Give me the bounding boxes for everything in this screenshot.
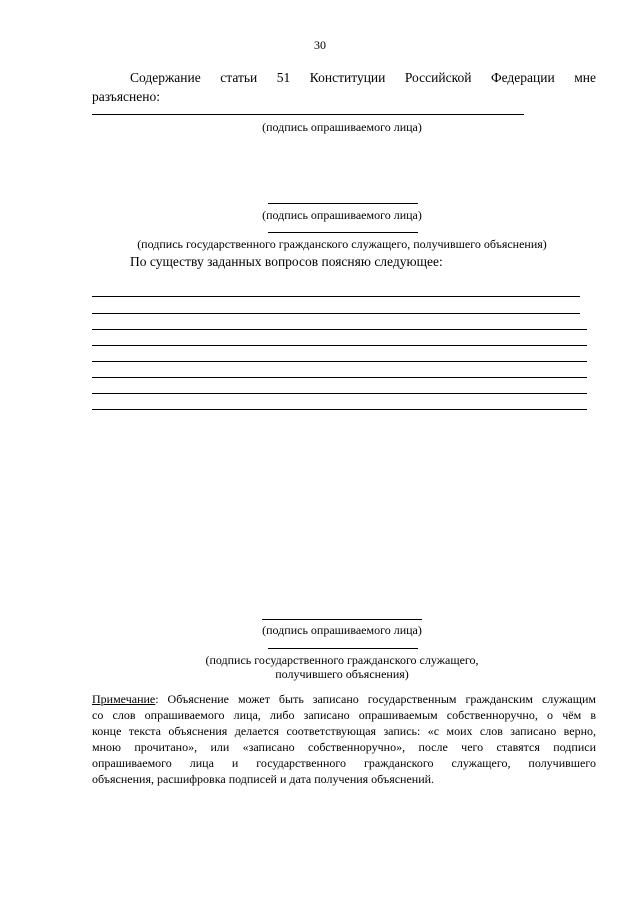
caption-official-2-line-2: получившего объяснения)	[275, 667, 409, 681]
note-line-4: мною прочитано», или «записано собственноручно», после чего ставятся подписи	[92, 740, 596, 754]
note-line-6: объяснения, расшифровка подписей и дата получения объяснений.	[92, 772, 435, 786]
explanation-intro: По существу заданных вопросов поясняю следующее:	[130, 254, 443, 269]
signature-line-official-1	[268, 232, 418, 233]
constitution-line-1: Содержание статьи 51 Конституции Российской Федерации мне	[130, 70, 596, 85]
caption-official-2-line-1: (подпись государственного гражданского служащего,	[205, 653, 479, 667]
signature-line-interviewee-1	[92, 114, 524, 115]
explanation-line-3	[92, 329, 587, 330]
explanation-line-6	[92, 377, 587, 378]
note-line-1: Примечание: Объяснение может быть записано государственным гражданским служащим	[92, 692, 596, 706]
explanation-line-7	[92, 393, 587, 394]
page-number: 30	[314, 38, 326, 52]
explanation-line-5	[92, 361, 587, 362]
explanation-line-2	[92, 313, 580, 314]
caption-official-1: (подпись государственного гражданского служащего, получившего объяснения)	[137, 237, 547, 251]
caption-interviewee-1: (подпись опрашиваемого лица)	[262, 120, 422, 134]
caption-interviewee-2: (подпись опрашиваемого лица)	[262, 208, 422, 222]
signature-line-official-2	[268, 648, 418, 649]
constitution-line-2: разъяснено:	[92, 89, 160, 104]
note-label: Примечание	[92, 692, 156, 706]
note-paragraph	[92, 691, 596, 787]
constitution-paragraph	[92, 68, 596, 106]
note-line-2: со слов опрашиваемого лица, либо записано опрашиваемым собственноручно, о чём в	[92, 708, 596, 722]
explanation-line-8	[92, 409, 587, 410]
note-line-3: конце текста объяснения делается соответствующая запись: «с моих слов записано верно,	[92, 724, 596, 738]
signature-line-interviewee-3	[262, 619, 422, 620]
explanation-line-1	[92, 296, 580, 297]
caption-interviewee-3: (подпись опрашиваемого лица)	[262, 623, 422, 637]
note-line-5: опрашиваемого лица и государственного гражданского служащего, получившего	[92, 756, 596, 770]
explanation-line-4	[92, 345, 587, 346]
signature-line-interviewee-2	[268, 203, 418, 204]
